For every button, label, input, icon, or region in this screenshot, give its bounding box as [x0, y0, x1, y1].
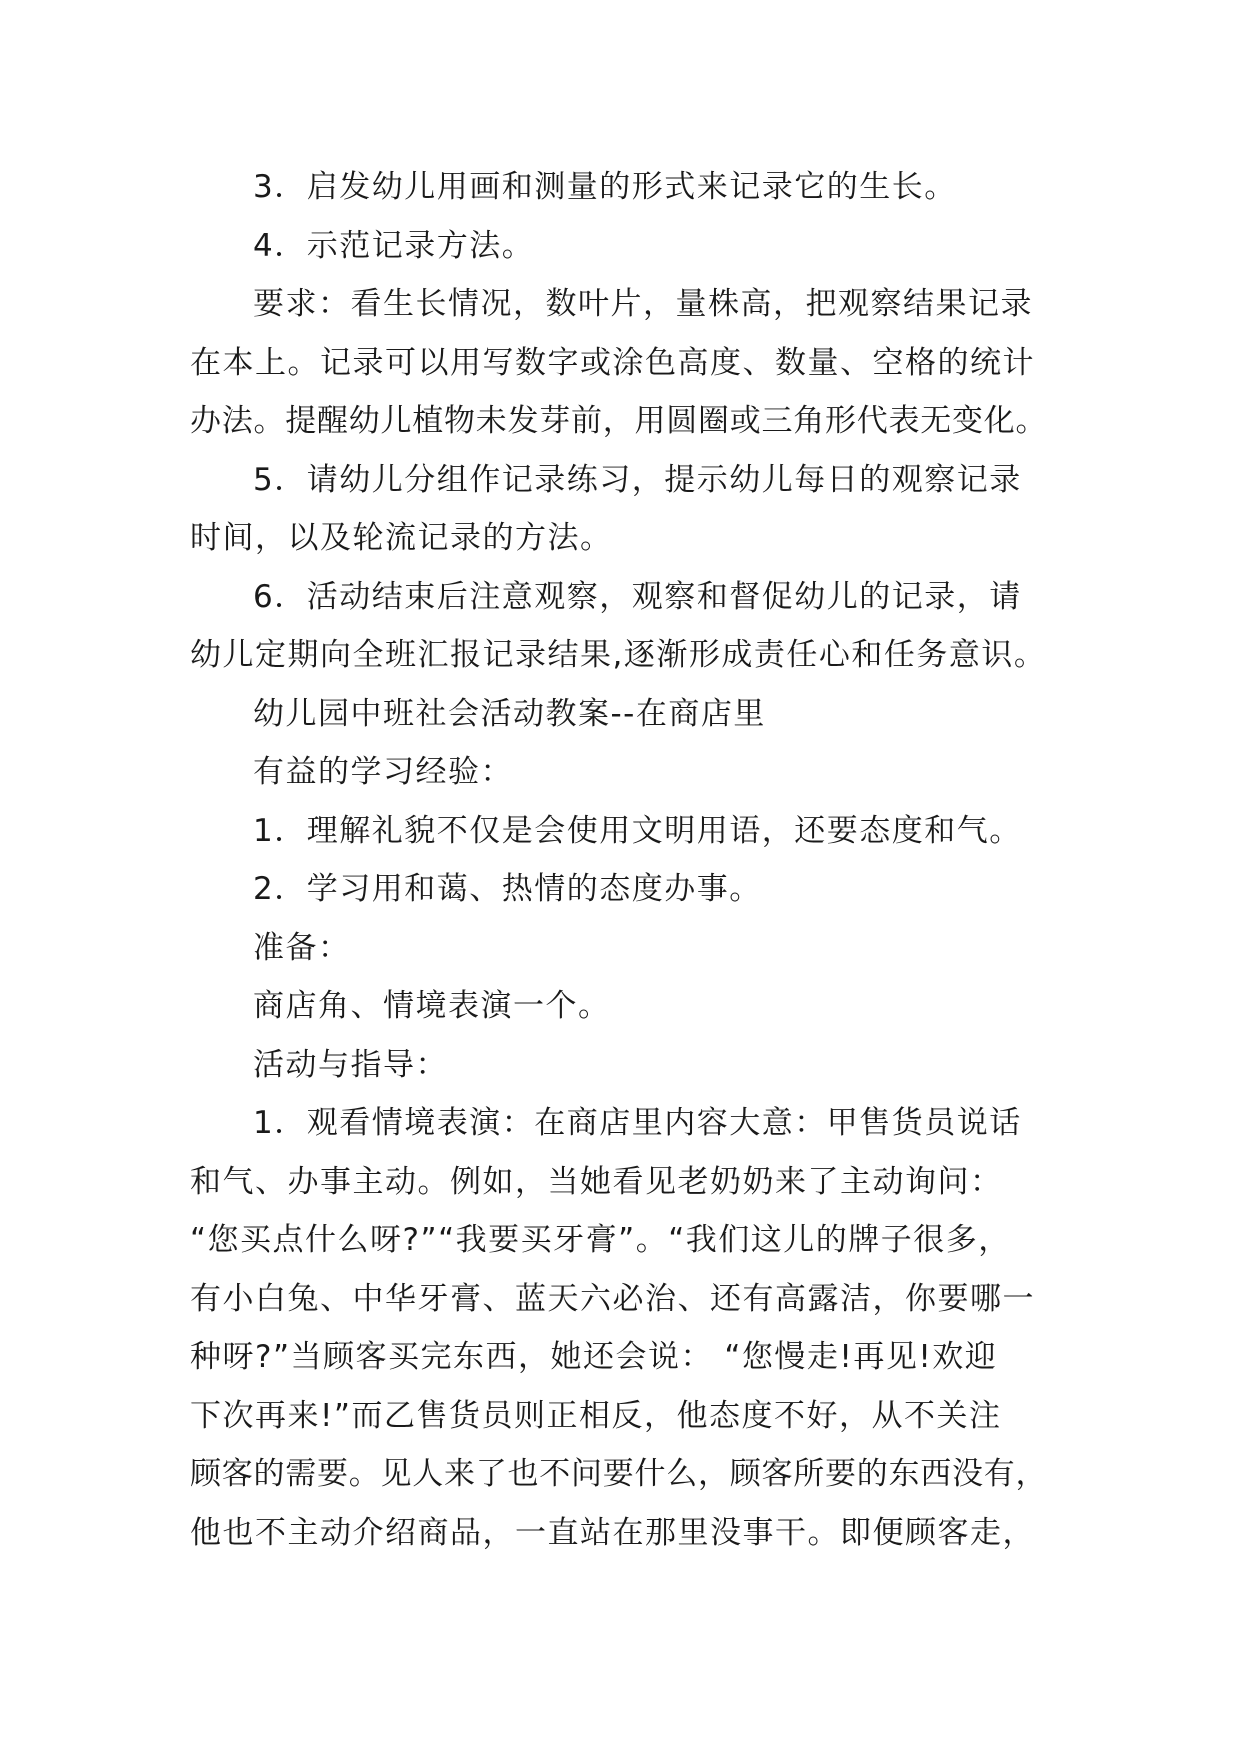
text-line: 5．请幼儿分组作记录练习，提示幼儿每日的观察记录	[253, 461, 1022, 498]
text-line: 活动与指导：	[253, 1046, 448, 1083]
text-line: 准备：	[253, 929, 351, 966]
text-line: 和气、办事主动。例如，当她看见老奶奶来了主动询问：	[190, 1163, 1003, 1200]
text-line: 要求：看生长情况，数叶片，量株高，把观察结果记录	[253, 286, 1033, 322]
text-line: 下次再来!”而乙售货员则正相反，他态度不好，从不关注	[190, 1397, 1002, 1434]
text-line: 4．示范记录方法。	[253, 227, 535, 264]
text-line: 3．启发幼儿用画和测量的形式来记录它的生长。	[253, 169, 957, 205]
text-line: 6．活动结束后注意观察，观察和督促幼儿的记录，请	[253, 578, 1022, 615]
text-line: 有小白兔、中华牙膏、蓝天六必治、还有高露洁，你要哪一	[190, 1280, 1035, 1317]
text-line: 幼儿定期向全班汇报记录结果,逐渐形成责任心和任务意识。	[190, 637, 1047, 673]
text-line: 商店角、情境表演一个。	[253, 988, 611, 1024]
text-line: 有益的学习经验：	[253, 754, 513, 790]
document-body	[190, 158, 1052, 1562]
text-line: 种呀?”当顾客买完东西，她还会说： “您慢走!再见!欢迎	[190, 1339, 998, 1375]
text-line: 顾客的需要。见人来了也不问要什么，顾客所要的东西没有，	[190, 1456, 1048, 1492]
text-line: 他也不主动介绍商品，一直站在那里没事干。即便顾客走，	[190, 1514, 1035, 1551]
text-line: 2．学习用和蔼、热情的态度办事。	[253, 871, 762, 907]
text-line: 1．理解礼貌不仅是会使用文明用语，还要态度和气。	[253, 812, 1022, 849]
text-line: 时间，以及轮流记录的方法。	[190, 520, 613, 556]
text-line: “您买点什么呀?”“我要买牙膏”。“我们这儿的牌子很多，	[190, 1222, 1011, 1258]
text-line: 1．观看情境表演：在商店里内容大意：甲售货员说话	[253, 1105, 1022, 1141]
section-title: 幼儿园中班社会活动教案--在商店里	[253, 695, 766, 732]
text-line: 在本上。记录可以用写数字或涂色高度、数量、空格的统计	[190, 344, 1035, 381]
text-line: 办法。提醒幼儿植物未发芽前，用圆圈或三角形代表无变化。	[190, 403, 1048, 439]
